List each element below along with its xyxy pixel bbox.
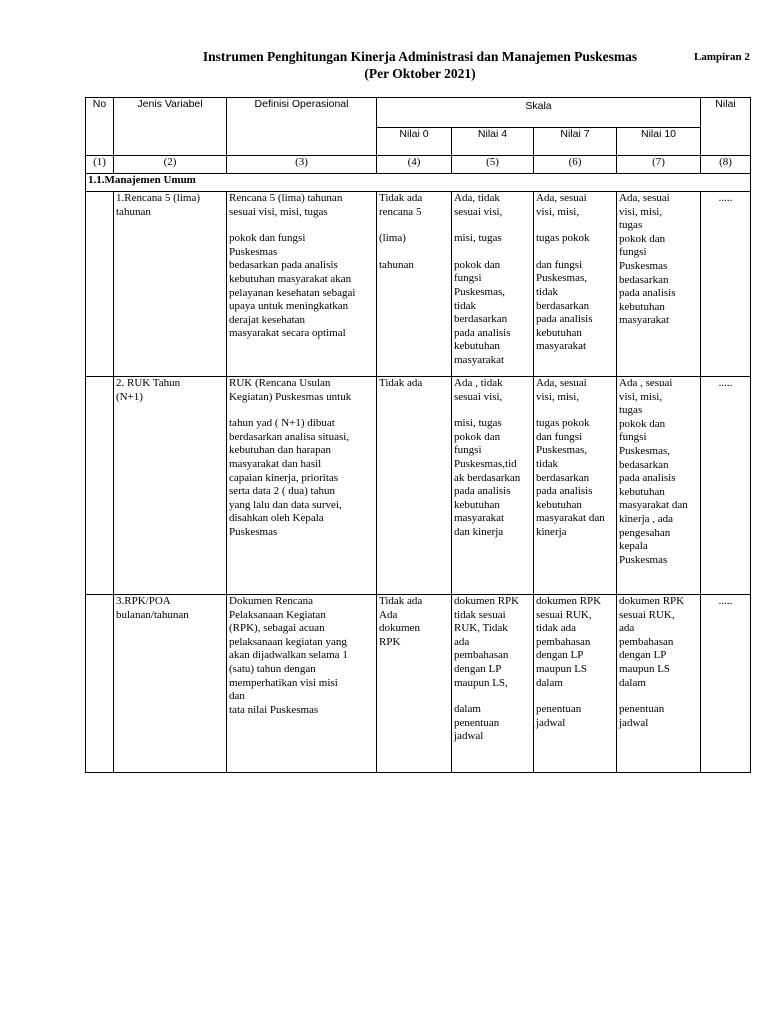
section-row — [86, 174, 751, 192]
nilai-4-cell — [452, 595, 534, 773]
cell-text: Rencana 5 (lima) tahunan sesuai visi, misi, tugas — [229, 192, 343, 218]
nilai-4-cell — [452, 377, 534, 595]
cell-text: Ada, tidak sesuai visi, — [454, 192, 503, 218]
cell-text: Tidak ada rencana 5 — [379, 192, 423, 218]
nilai-7-cell — [534, 595, 617, 773]
nilai-score-cell: ..... — [701, 192, 751, 377]
col-number: (5) — [452, 156, 534, 174]
cell-text: misi, tugas — [454, 232, 502, 245]
nilai-7-cell — [534, 192, 617, 377]
col-number: (4) — [377, 156, 452, 174]
header-nilai-4: Nilai 4 — [452, 128, 534, 156]
nilai-10-cell — [617, 192, 701, 377]
nilai-4-cell — [452, 192, 534, 377]
col-number: (6) — [534, 156, 617, 174]
header-nilai: Nilai — [701, 98, 751, 156]
cell-text: Ada, sesuai visi, misi, — [536, 192, 587, 218]
cell-text: tahun yad ( N+1) dibuat berdasarkan analisa situasi, kebutuhan dan harapan masyarakat dan hasil capaian kinerja, prioritas serta data 2 ( dua) tahun yang lalu dan data survei, disahkan oleh Kepala Puskesmas — [229, 417, 350, 538]
cell-text: 3.RPK/POA bulanan/tahunan — [116, 595, 189, 621]
table-row — [86, 595, 751, 773]
document-title — [160, 48, 680, 82]
nilai-10-cell — [617, 377, 701, 595]
cell-text: fungsi Puskesmas bedasarkan pada analisis kebutuhan masyarakat — [619, 246, 676, 327]
definisi-cell — [227, 377, 377, 595]
nilai-10-cell — [617, 595, 701, 773]
cell-text: misi, tugas pokok dan fungsi Puskesmas,tid ak berdasarkan pada analisis kebutuhan masyarakat dan kinerja — [454, 417, 521, 538]
col-number: (3) — [227, 156, 377, 174]
header-no: No — [86, 98, 114, 156]
title-line-1: Instrumen Penghitungan Kinerja Administrasi dan Manajemen Puskesmas — [202, 49, 638, 64]
instrument-table — [85, 97, 751, 773]
row-no-cell — [86, 377, 114, 595]
row-no-cell — [86, 192, 114, 377]
cell-text: dokumen RPK sesuai RUK, ada pembahasan dengan LP maupun LS dalam — [619, 595, 685, 689]
cell-text: Dokumen Rencana Pelaksanaan Kegiatan (RPK), sebagai acuan pelaksanaan kegiatan yang akan dijadwalkan selama 1 (satu) tahun dengan memperhatikan visi misi dan tata nilai Puskesmas — [229, 595, 348, 716]
cell-text: dan fungsi Puskesmas, tidak berdasarkan pada analisis kebutuhan masyarakat — [536, 258, 593, 353]
cell-text: tahunan — [379, 258, 414, 271]
nilai-score-cell: ..... — [701, 377, 751, 595]
section-title: 1.1.Manajemen Umum — [86, 174, 751, 192]
definisi-cell — [227, 192, 377, 377]
header-nilai-0: Nilai 0 — [377, 128, 452, 156]
cell-text: pokok dan fungsi Puskesmas, tidak berdasarkan pada analisis kebutuhan masyarakat — [454, 258, 511, 366]
col-number: (2) — [114, 156, 227, 174]
jenis-variabel-cell — [114, 192, 227, 377]
title-line-2: (Per Oktober 2021) — [364, 66, 476, 81]
table-row — [86, 377, 751, 595]
cell-text: Ada, sesuai visi, misi, — [536, 377, 587, 403]
cell-text: tugas pokok — [536, 232, 590, 245]
nilai-score-cell: ..... — [701, 595, 751, 773]
nilai-0-cell — [377, 377, 452, 595]
cell-text: dokumen RPK sesuai RUK, tidak ada pembahasan dengan LP maupun LS dalam — [536, 595, 602, 689]
definisi-cell — [227, 595, 377, 773]
cell-text: RUK (Rencana Usulan Kegiatan) Puskesmas untuk — [229, 377, 352, 403]
cell-text: tugas pokok dan fungsi Puskesmas, tidak berdasarkan pada analisis kebutuhan masyarakat dan kinerja — [536, 417, 605, 538]
header-definisi-operasional: Definisi Operasional — [227, 98, 377, 156]
jenis-variabel-cell — [114, 595, 227, 773]
cell-text: penentuan jadwal — [619, 703, 665, 729]
table-row — [86, 192, 751, 377]
col-number: (1) — [86, 156, 114, 174]
header-skala: Skala — [377, 98, 701, 128]
cell-text: Tidak ada — [379, 377, 423, 389]
cell-text: Ada , tidak sesuai visi, — [454, 377, 503, 403]
cell-text: dalam penentuan jadwal — [454, 703, 500, 743]
nilai-0-cell — [377, 192, 452, 377]
cell-text: penentuan jadwal — [536, 703, 582, 729]
cell-text: (lima) — [379, 232, 406, 245]
header-jenis-variabel: Jenis Variabel — [114, 98, 227, 156]
cell-text: dokumen RPK tidak sesuai RUK, Tidak ada pembahasan dengan LP maupun LS, — [454, 595, 520, 689]
header-nilai-10: Nilai 10 — [617, 128, 701, 156]
nilai-7-cell — [534, 377, 617, 595]
header-nilai-7: Nilai 7 — [534, 128, 617, 156]
cell-text: Tidak ada Ada dokumen RPK — [379, 595, 423, 648]
cell-text: Ada, sesuai visi, misi, tugas pokok dan — [619, 192, 670, 245]
col-number: (8) — [701, 156, 751, 174]
cell-text: 2. RUK Tahun (N+1) — [116, 377, 181, 403]
row-no-cell — [86, 595, 114, 773]
cell-text: 1.Rencana 5 (lima) tahunan — [116, 192, 200, 218]
lampiran-label: Lampiran 2 — [694, 51, 750, 63]
jenis-variabel-cell — [114, 377, 227, 595]
column-number-row — [86, 156, 751, 174]
nilai-0-cell — [377, 595, 452, 773]
col-number: (7) — [617, 156, 701, 174]
cell-text: pokok dan fungsi Puskesmas bedasarkan pada analisis kebutuhan masyarakat akan pelayanan kesehatan sebagai upaya untuk meningkatkan derajat kesehatan masyarakat secara optimal — [229, 232, 356, 340]
cell-text: Ada , sesuai visi, misi, tugas pokok dan fungsi Puskesmas, bedasarkan pada analisis kebutuhan masyarakat dan kinerja , ada pengesahan kepala Puskesmas — [619, 377, 688, 566]
